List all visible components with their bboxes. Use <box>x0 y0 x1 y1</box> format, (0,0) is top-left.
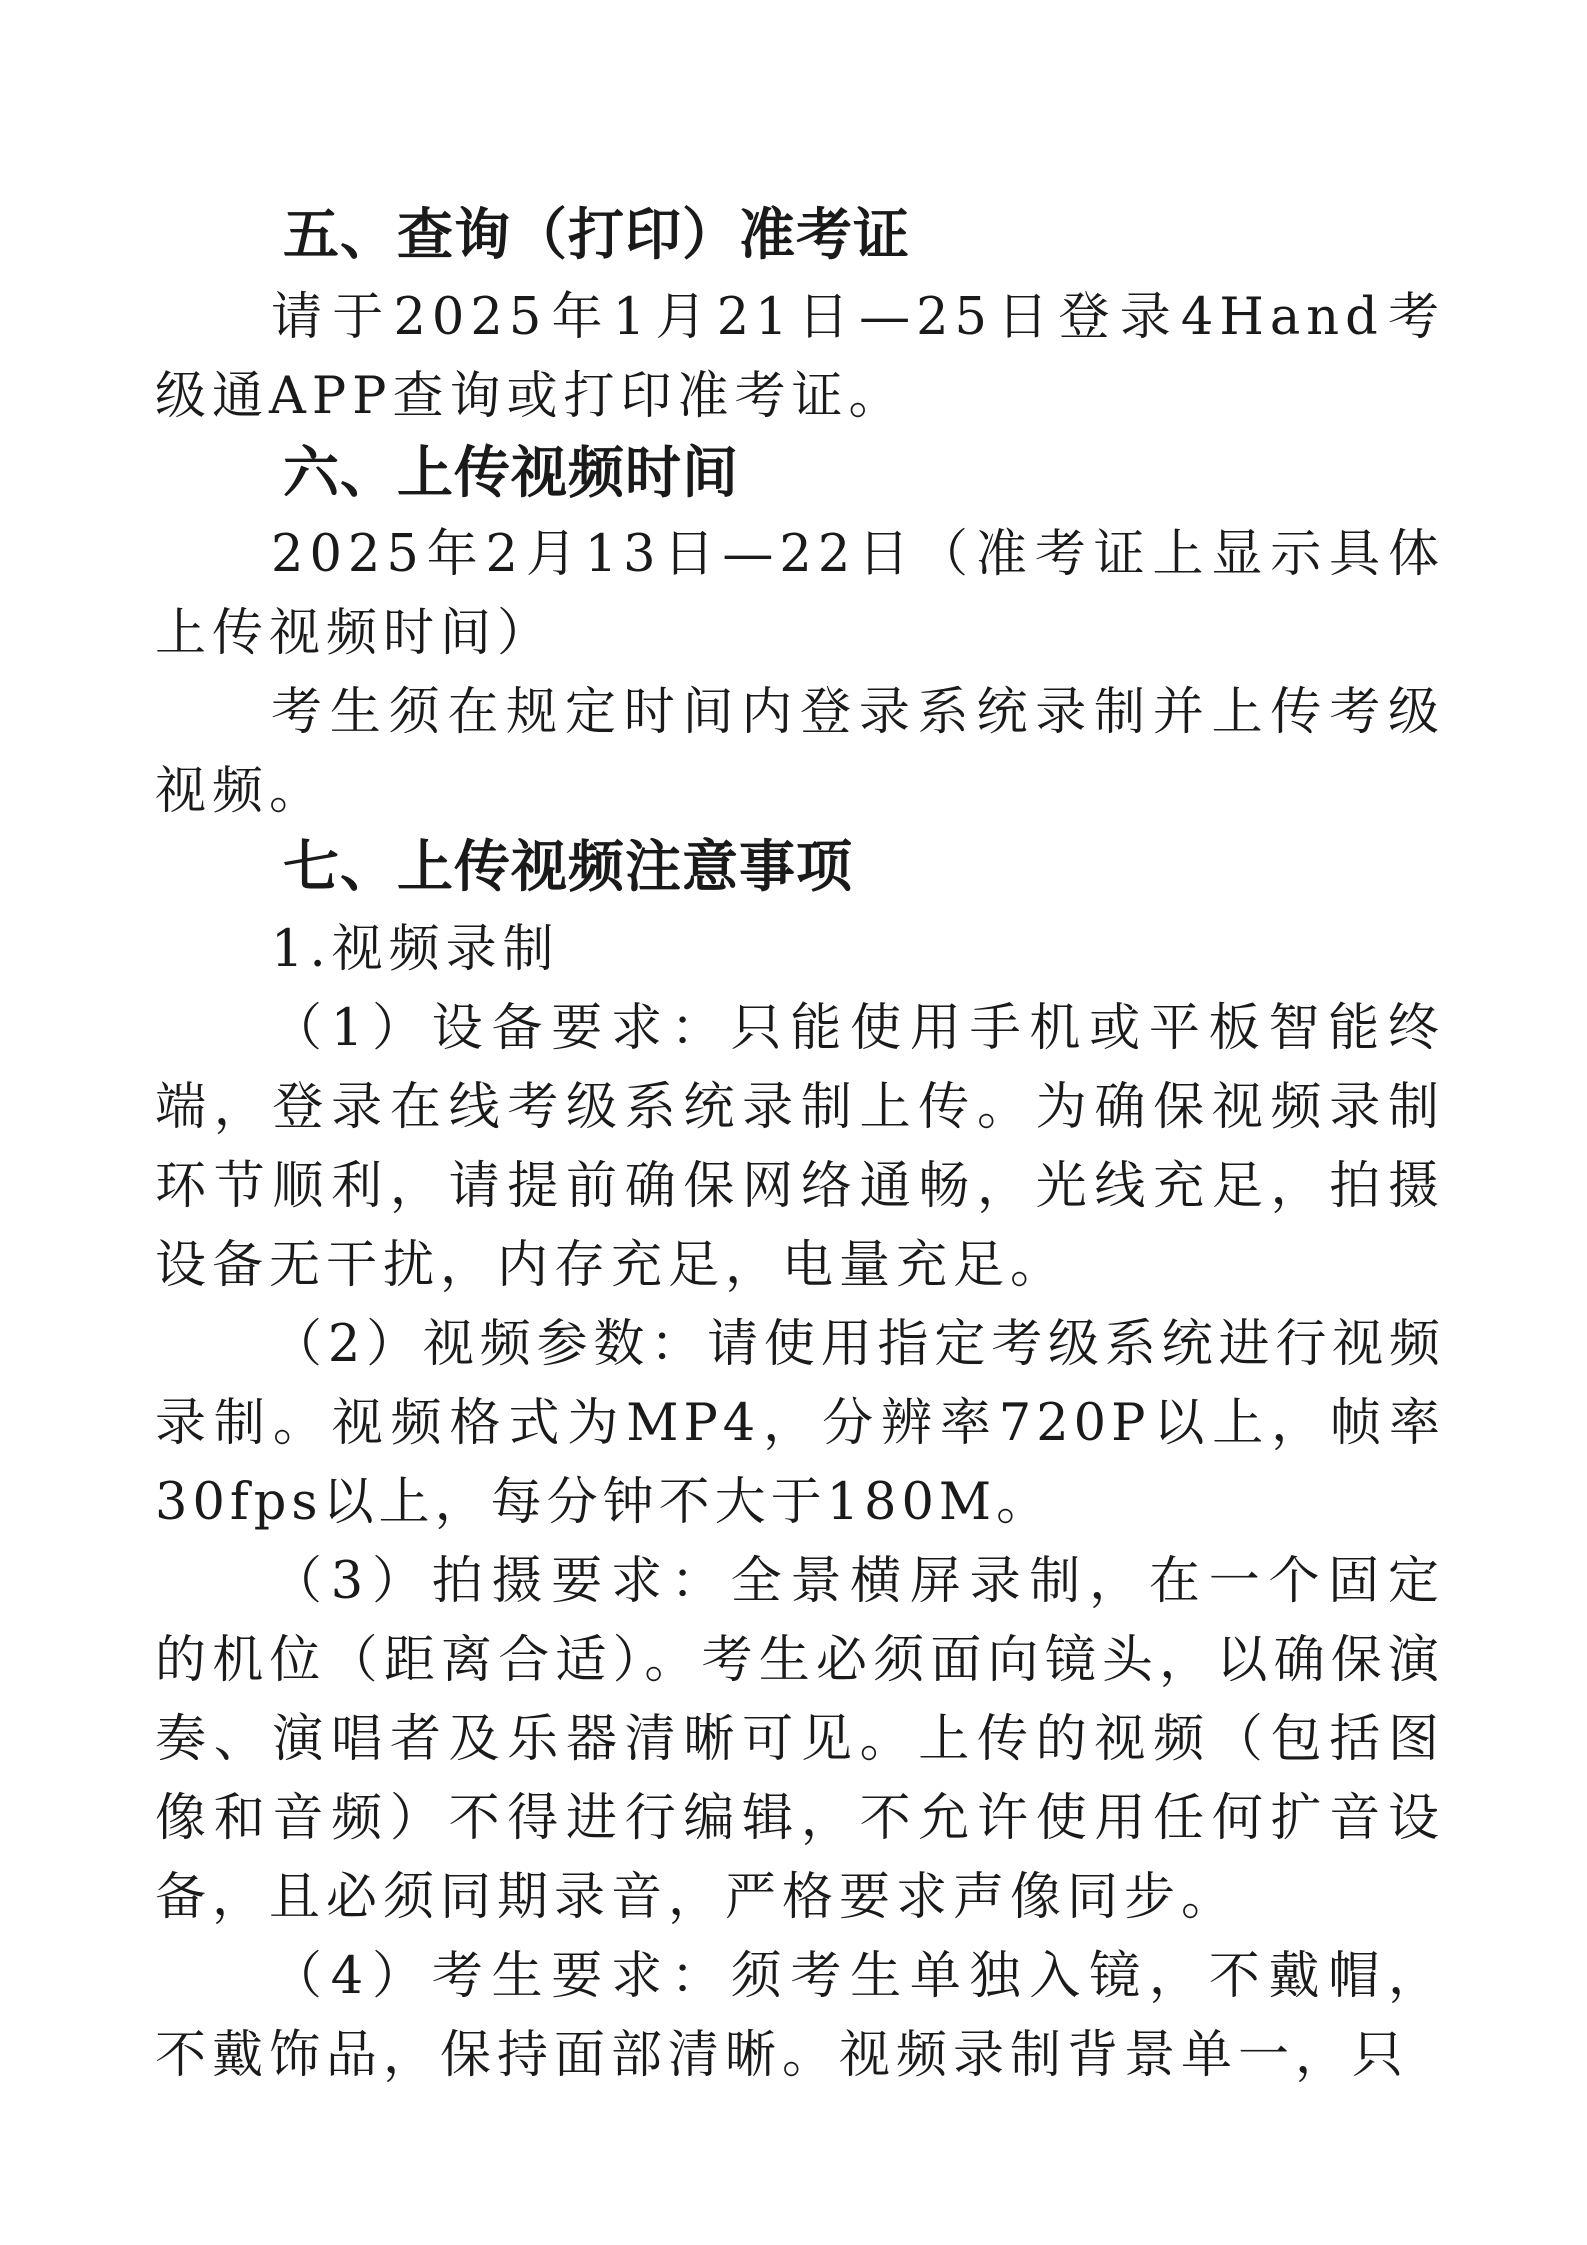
paragraph-candidate-requirement: （4）考生要求：须考生单独入镜，不戴帽，不戴饰品，保持面部清晰。视频录制背景单一，只 <box>155 1947 1445 2085</box>
paragraph-upload-time: 2025年2月13日—22日（准考证上显示具体上传视频时间） <box>155 525 1445 663</box>
paragraph-upload-requirement: 考生须在规定时间内登录系统录制并上传考级视频。 <box>155 683 1445 821</box>
paragraph-shooting-requirement: （3）拍摄要求：全景横屏录制，在一个固定的机位（距离合适）。考生必须面向镜头，以确保演奏、演唱者及乐器清晰可见。上传的视频（包括图像和音频）不得进行编辑，不允许使用任何扩音设备，且必须同期录音，严格要求声像同步。 <box>155 1552 1445 1927</box>
section-heading-5: 五、查询（打印）准考证 <box>283 203 910 268</box>
section-heading-7: 七、上传视频注意事项 <box>283 835 853 900</box>
section-heading-6: 六、上传视频时间 <box>283 441 739 506</box>
paragraph-device-requirement: （1）设备要求：只能使用手机或平板智能终端，登录在线考级系统录制上传。为确保视频录制环节顺利，请提前确保网络通畅，光线充足，拍摄设备无干扰，内存充足，电量充足。 <box>155 999 1445 1295</box>
paragraph-admission-ticket: 请于2025年1月21日—25日登录4Hand考级通APP查询或打印准考证。 <box>155 288 1445 426</box>
paragraph-video-parameters: （2）视频参数：请使用指定考级系统进行视频录制。视频格式为MP4，分辨率720P以上，帧率30fps以上，每分钟不大于180M。 <box>155 1315 1445 1532</box>
paragraph-video-recording-title: 1.视频录制 <box>271 920 560 979</box>
